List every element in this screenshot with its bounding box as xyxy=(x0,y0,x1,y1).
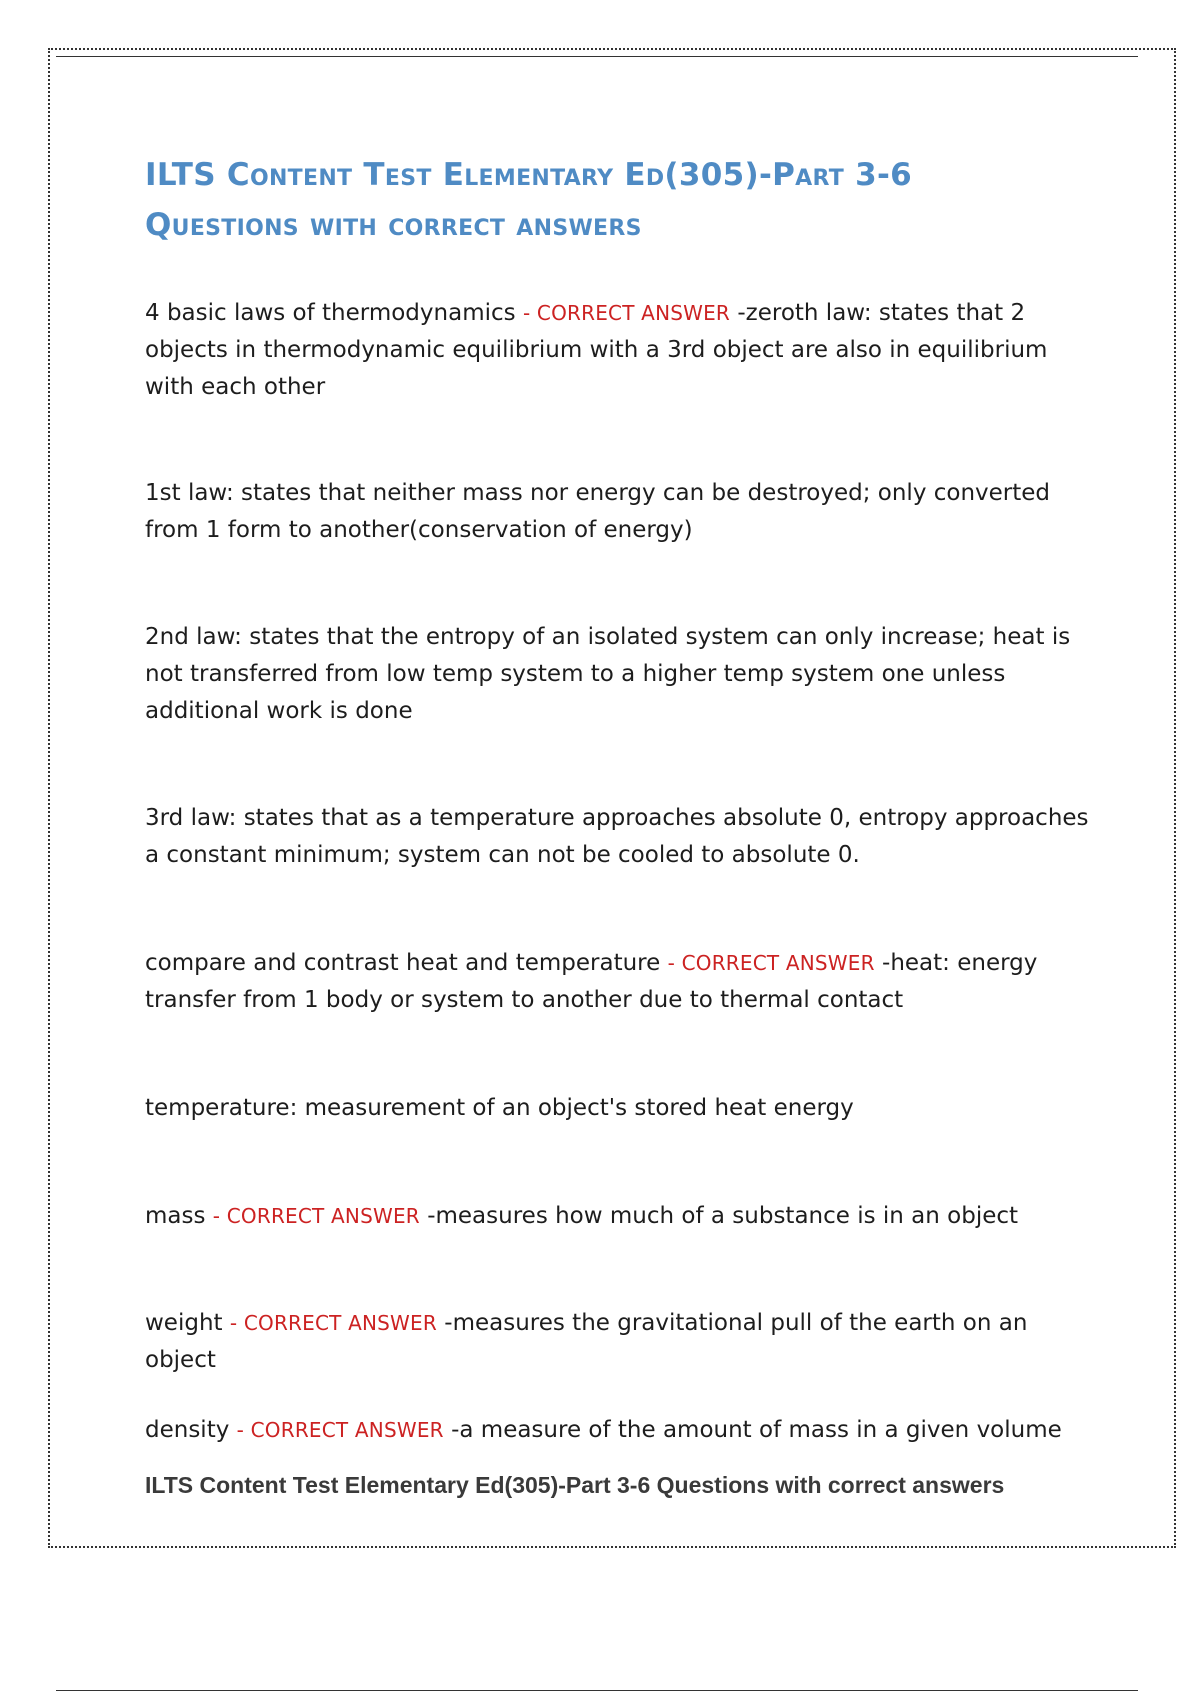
entry-term: mass xyxy=(145,1203,206,1229)
title-line-1: ILTS Content Test Elementary Ed(305)-Part 3-6 xyxy=(145,157,913,193)
qa-entry-thermodynamics xyxy=(145,295,1095,406)
footer-title: ILTS Content Test Elementary Ed(305)-Part 3-6 Questions with correct answers xyxy=(145,1472,1005,1498)
entry-term: compare and contrast heat and temperature xyxy=(145,950,661,976)
qa-entry-third-law xyxy=(145,800,1095,874)
correct-answer-tag: - CORRECT ANSWER xyxy=(667,951,875,975)
entry-answer: -measures the gravitational pull of the earth on an object xyxy=(145,1310,1028,1373)
header-rule xyxy=(56,56,1138,57)
entry-answer: -heat: energy transfer from 1 body or system to another due to thermal contact xyxy=(145,950,1038,1013)
qa-entry-weight xyxy=(145,1305,1095,1379)
entry-answer: -measures how much of a substance is in an object xyxy=(427,1203,1019,1229)
qa-entry-first-law xyxy=(145,475,1095,549)
entry-text: 3rd law: states that as a temperature approaches absolute 0, entropy approaches a constant minimum; system can not be cooled to absolute 0. xyxy=(145,805,1089,868)
entry-text: temperature: measurement of an object's stored heat energy xyxy=(145,1095,854,1121)
entry-text: 1st law: states that neither mass nor energy can be destroyed; only converted from 1 form to another(conservation of energy) xyxy=(145,480,1051,543)
entry-term: density xyxy=(145,1417,230,1443)
entry-term: 4 basic laws of thermodynamics xyxy=(145,300,516,326)
document-title xyxy=(145,150,1105,250)
qa-entry-mass xyxy=(145,1198,1095,1235)
title-line-2: Questions with correct answers xyxy=(145,207,642,243)
qa-entry-density xyxy=(145,1412,1095,1449)
qa-entry-second-law xyxy=(145,619,1095,730)
correct-answer-tag: - CORRECT ANSWER xyxy=(522,301,731,325)
correct-answer-tag: - CORRECT ANSWER xyxy=(236,1418,444,1442)
entry-answer: -a measure of the amount of mass in a given volume xyxy=(451,1417,1062,1443)
footer-rule xyxy=(56,1690,1138,1691)
qa-entry-heat-temperature xyxy=(145,945,1095,1019)
entry-text: 2nd law: states that the entropy of an isolated system can only increase; heat is not transferred from low temp system to a higher temp system one unless additional work is done xyxy=(145,624,1071,724)
correct-answer-tag: - CORRECT ANSWER xyxy=(229,1311,437,1335)
correct-answer-tag: - CORRECT ANSWER xyxy=(212,1204,420,1228)
entry-answer: -zeroth law: states that 2 objects in thermodynamic equilibrium with a 3rd object are also in equilibrium with each other xyxy=(145,300,1048,400)
entry-term: weight xyxy=(145,1310,223,1336)
qa-entry-temperature xyxy=(145,1090,1095,1127)
